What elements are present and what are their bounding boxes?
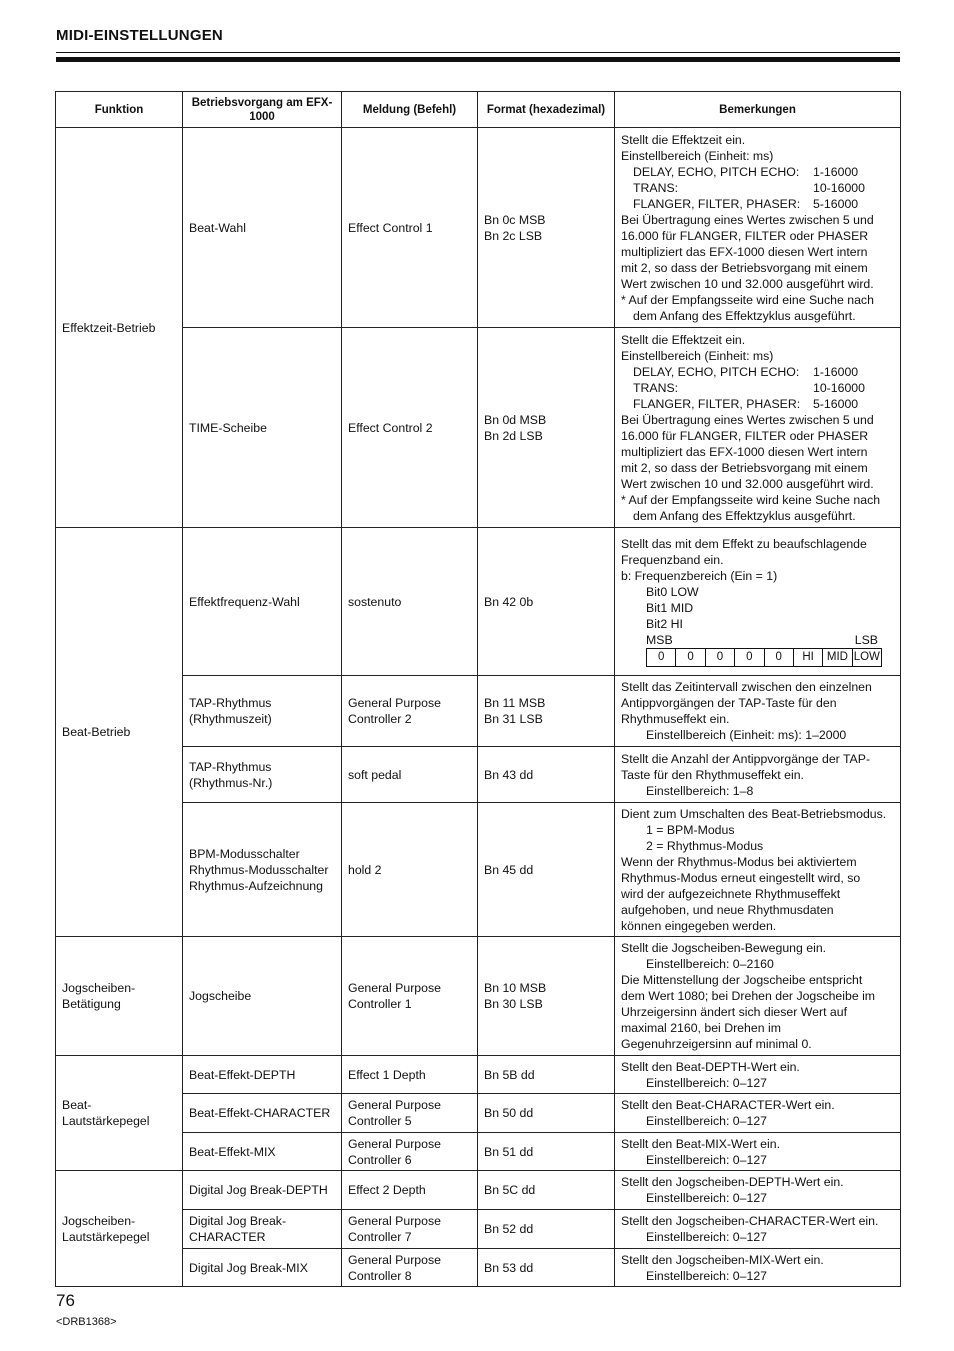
remarks-line: Stellt die Anzahl der Antippvorgänge der TAP-	[621, 751, 871, 766]
remarks-line: Einstellbereich: 1–8	[646, 783, 754, 798]
operation-line: BPM-Modusschalter	[189, 846, 300, 861]
remarks-line: Rhythmuseffekt ein.	[621, 712, 730, 726]
message-cell	[342, 1094, 478, 1133]
operation-cell: Beat-Effekt-CHARACTER	[183, 1094, 342, 1133]
remarks-cell	[615, 1133, 901, 1171]
operation-cell: Beat-Effekt-MIX	[183, 1133, 342, 1171]
message-line: General Purpose	[348, 1214, 441, 1228]
bit-cell: 0	[735, 649, 764, 666]
message-line: Controller 2	[348, 712, 412, 726]
message-line: General Purpose	[348, 1098, 441, 1112]
range-row	[621, 380, 894, 396]
format-cell: Bn 5C dd	[478, 1171, 615, 1210]
remarks-line: Die Mittenstellung der Jogscheibe entspricht	[621, 973, 863, 987]
remarks-line: Gegenuhrzeigersinn auf minimal 0.	[621, 1037, 812, 1051]
remarks-cell	[615, 1056, 901, 1094]
remarks-line: Einstellbereich: 0–127	[646, 1230, 767, 1244]
remarks-line: Bei Übertragung eines Wertes zwischen 5 und	[621, 412, 874, 427]
bit-cell: 0	[647, 649, 676, 666]
range-value: 10-16000	[813, 180, 865, 195]
operation-cell: Digital Jog Break-MIX	[183, 1249, 342, 1287]
function-line: Jogscheiben-	[62, 1213, 136, 1228]
remarks-line: 1 = BPM-Modus	[646, 822, 735, 837]
table-row	[56, 1210, 901, 1249]
remarks-line: Einstellbereich (Einheit: ms)	[621, 148, 774, 163]
function-cell: Beat-Betrieb	[56, 528, 183, 937]
message-line: General Purpose	[348, 696, 441, 710]
range-value: 1-16000	[813, 364, 859, 379]
format-cell: Bn 43 dd	[478, 747, 615, 803]
operation-cell	[183, 1210, 342, 1249]
message-cell: hold 2	[342, 803, 478, 937]
message-cell	[342, 1133, 478, 1171]
header-rule-thin	[56, 52, 900, 53]
column-header-function: Funktion	[56, 92, 183, 128]
operation-line: TAP-Rhythmus	[189, 696, 272, 710]
remarks-cell	[615, 328, 901, 528]
format-cell: Bn 50 dd	[478, 1094, 615, 1133]
remarks-line: Einstellbereich (Einheit: ms)	[621, 348, 774, 363]
remarks-line: Stellt den Beat-DEPTH-Wert ein.	[621, 1059, 800, 1074]
remarks-line: Taste für den Rhythmuseffekt ein.	[621, 767, 804, 782]
remarks-line: Wenn der Rhythmus-Modus bei aktiviertem	[621, 854, 857, 869]
remarks-cell	[615, 1094, 901, 1133]
remarks-line: Rhythmus-Modus erneut eingestellt wird, so	[621, 870, 861, 885]
range-row	[621, 364, 894, 380]
remarks-line: Bit0 LOW	[646, 584, 699, 599]
remarks-line: Stellt die Effektzeit ein.	[621, 332, 746, 347]
format-line: Bn 10 MSB	[484, 981, 547, 995]
operation-cell	[183, 747, 342, 803]
format-cell	[478, 937, 615, 1056]
range-row	[621, 180, 894, 196]
operation-line: Rhythmus-Aufzeichnung	[189, 878, 323, 893]
remarks-line: Bit1 MID	[646, 600, 694, 615]
range-label: FLANGER, FILTER, PHASER:	[633, 396, 801, 411]
message-line: Controller 8	[348, 1268, 412, 1283]
bit-cell: MID	[823, 649, 852, 666]
remarks-line: Stellt die Jogscheiben-Bewegung ein.	[621, 941, 827, 955]
message-cell: soft pedal	[342, 747, 478, 803]
remarks-line: Einstellbereich: 0–127	[646, 1191, 767, 1205]
remarks-note: * Auf der Empfangsseite wird eine Suche nach	[621, 292, 874, 307]
remarks-line: Stellt den Beat-CHARACTER-Wert ein.	[621, 1098, 835, 1112]
remarks-line: wird der aufgezeichnete Rhythmuseffekt	[621, 886, 841, 901]
remarks-line: Stellt den Beat-MIX-Wert ein.	[621, 1136, 781, 1151]
remarks-line: Einstellbereich: 0–2160	[646, 957, 774, 971]
remarks-cell	[615, 128, 901, 328]
table-row	[56, 528, 901, 676]
remarks-line: multipliziert das EFX-1000 diesen Wert intern	[621, 244, 868, 259]
remarks-line: können eingegeben werden.	[621, 918, 777, 933]
operation-cell	[183, 676, 342, 747]
table-row	[56, 128, 901, 328]
column-header-operation	[183, 92, 342, 128]
remarks-line: Wert zwischen 10 und 32.000 ausgeführt wird.	[621, 276, 874, 291]
column-header-operation-text: Betriebsvorgang am EFX-1000	[191, 96, 333, 123]
format-cell: Bn 51 dd	[478, 1133, 615, 1171]
remarks-cell	[615, 676, 901, 747]
remarks-line: dem Wert 1080; bei Drehen der Jogscheibe im	[621, 989, 876, 1003]
remarks-note: * Auf der Empfangsseite wird keine Suche nach	[621, 492, 881, 507]
function-line: Beat-	[62, 1098, 92, 1112]
message-cell	[342, 937, 478, 1056]
remarks-line: Stellt den Jogscheiben-CHARACTER-Wert ein.	[621, 1214, 879, 1228]
remarks-line: Antippvorgängen der TAP-Taste für den	[621, 696, 837, 710]
remarks-line: b: Frequenzbereich (Ein = 1)	[621, 568, 778, 583]
message-cell: sostenuto	[342, 528, 478, 676]
remarks-line: Einstellbereich: 0–127	[646, 1268, 767, 1283]
operation-line: (Rhythmus-Nr.)	[189, 775, 273, 790]
remarks-cell	[615, 528, 901, 676]
table-header-row	[56, 92, 901, 128]
function-cell: Effektzeit-Betrieb	[56, 128, 183, 528]
remarks-cell	[615, 1210, 901, 1249]
remarks-line: Stellt den Jogscheiben-MIX-Wert ein.	[621, 1252, 824, 1267]
remarks-line: Stellt den Jogscheiben-DEPTH-Wert ein.	[621, 1175, 844, 1189]
remarks-line: Uhrzeigersinn ändert sich dieser Wert auf	[621, 1005, 848, 1019]
remarks-line: aufgehoben, und neue Rhythmusdaten	[621, 902, 834, 917]
format-cell: Bn 42 0b	[478, 528, 615, 676]
remarks-note: dem Anfang des Effektzyklus ausgeführt.	[633, 308, 856, 323]
range-value: 5-16000	[813, 396, 859, 411]
table-row	[56, 803, 901, 937]
operation-cell: Beat-Wahl	[183, 128, 342, 328]
remarks-line: Wert zwischen 10 und 32.000 ausgeführt wird.	[621, 476, 874, 491]
message-cell: Effect 2 Depth	[342, 1171, 478, 1210]
table-row	[56, 937, 901, 1056]
lsb-label: LSB	[854, 632, 878, 647]
function-line: Lautstärkepegel	[62, 1114, 150, 1128]
msb-label: MSB	[646, 632, 673, 647]
format-cell: Bn 45 dd	[478, 803, 615, 937]
range-label: DELAY, ECHO, PITCH ECHO:	[633, 364, 800, 379]
bit-cell: 0	[706, 649, 735, 666]
operation-line: Rhythmus-Modusschalter	[189, 862, 329, 877]
remarks-line: Einstellbereich: 0–127	[646, 1114, 767, 1128]
page-number: 76	[56, 1291, 75, 1310]
table-row	[56, 1249, 901, 1287]
bit-cell: 0	[765, 649, 794, 666]
bit-box	[646, 648, 882, 667]
message-line: General Purpose	[348, 1252, 441, 1267]
midi-settings-table	[55, 91, 901, 1287]
format-line: Bn 30 LSB	[484, 997, 543, 1011]
message-line: Controller 7	[348, 1230, 412, 1244]
bit-cell: 0	[676, 649, 705, 666]
remarks-cell	[615, 803, 901, 937]
message-cell: Effect Control 2	[342, 328, 478, 528]
bit-diagram-ends	[646, 632, 882, 648]
format-line: Bn 31 LSB	[484, 712, 543, 726]
header-rule-thick	[56, 57, 900, 62]
remarks-line: mit 2, so dass der Betriebsvorgang mit einem	[621, 260, 868, 275]
message-cell: Effect Control 1	[342, 128, 478, 328]
range-label: TRANS:	[633, 180, 679, 195]
range-row	[621, 196, 894, 212]
message-line: General Purpose	[348, 1136, 441, 1151]
range-value: 10-16000	[813, 380, 865, 395]
remarks-line: mit 2, so dass der Betriebsvorgang mit einem	[621, 460, 868, 475]
table-row	[56, 747, 901, 803]
range-label: DELAY, ECHO, PITCH ECHO:	[633, 164, 800, 179]
remarks-line: Einstellbereich: 0–127	[646, 1152, 767, 1167]
remarks-cell	[615, 937, 901, 1056]
table-row	[56, 676, 901, 747]
message-line: General Purpose	[348, 981, 441, 995]
remarks-line: Stellt die Effektzeit ein.	[621, 132, 746, 147]
remarks-line: 16.000 für FLANGER, FILTER oder PHASER	[621, 428, 869, 443]
remarks-line: Einstellbereich: 0–127	[646, 1075, 767, 1090]
table-row	[56, 1056, 901, 1094]
message-cell: Effect 1 Depth	[342, 1056, 478, 1094]
remarks-line: Frequenzband ein.	[621, 552, 724, 567]
table-row	[56, 1171, 901, 1210]
function-line: Lautstärkepegel	[62, 1229, 150, 1244]
column-header-remarks: Bemerkungen	[615, 92, 901, 128]
remarks-line: Bei Übertragung eines Wertes zwischen 5 und	[621, 212, 874, 227]
document-code: <DRB1368>	[56, 1316, 117, 1328]
function-cell	[56, 937, 183, 1056]
format-cell: Bn 5B dd	[478, 1056, 615, 1094]
remarks-line: Dient zum Umschalten des Beat-Betriebsmodus.	[621, 806, 887, 821]
operation-cell: Digital Jog Break-DEPTH	[183, 1171, 342, 1210]
operation-cell: Jogscheibe	[183, 937, 342, 1056]
table-row	[56, 1133, 901, 1171]
range-label: FLANGER, FILTER, PHASER:	[633, 196, 801, 211]
range-label: TRANS:	[633, 380, 679, 395]
operation-cell: Beat-Effekt-DEPTH	[183, 1056, 342, 1094]
bit-cell: LOW	[853, 650, 880, 663]
format-cell: Bn 52 dd	[478, 1210, 615, 1249]
message-cell	[342, 676, 478, 747]
remarks-cell	[615, 1249, 901, 1287]
remarks-cell	[615, 1171, 901, 1210]
operation-cell: Effektfrequenz-Wahl	[183, 528, 342, 676]
bit-cell: HI	[794, 649, 823, 666]
message-cell	[342, 1210, 478, 1249]
range-row	[621, 164, 894, 180]
column-header-message: Meldung (Befehl)	[342, 92, 478, 128]
column-header-format-text: Format (hexadezimal)	[486, 103, 606, 116]
function-cell	[56, 1171, 183, 1287]
format-line: Bn 0d MSB	[484, 412, 547, 427]
remarks-cell	[615, 747, 901, 803]
remarks-line: multipliziert das EFX-1000 diesen Wert intern	[621, 444, 868, 459]
message-cell	[342, 1249, 478, 1287]
function-line: Jogscheiben-	[62, 981, 136, 995]
operation-line: TAP-Rhythmus	[189, 759, 272, 774]
format-line: Bn 2d LSB	[484, 428, 543, 443]
operation-line: CHARACTER	[189, 1230, 266, 1244]
remarks-note: dem Anfang des Effektzyklus ausgeführt.	[633, 508, 856, 523]
table-row	[56, 1094, 901, 1133]
table-row	[56, 328, 901, 528]
remarks-line: 2 = Rhythmus-Modus	[646, 838, 764, 853]
range-value: 1-16000	[813, 164, 859, 179]
operation-cell: TIME-Scheibe	[183, 328, 342, 528]
range-row	[621, 396, 894, 412]
operation-line: (Rhythmuszeit)	[189, 712, 272, 726]
format-line: Bn 11 MSB	[484, 696, 546, 710]
bit-diagram	[646, 632, 882, 667]
remarks-line: Stellt das Zeitintervall zwischen den einzelnen	[621, 680, 872, 694]
message-line: Controller 5	[348, 1114, 412, 1128]
remarks-line: Bit2 HI	[646, 616, 683, 631]
function-line: Betätigung	[62, 997, 121, 1011]
remarks-line: Stellt das mit dem Effekt zu beaufschlagende	[621, 536, 867, 551]
format-cell: Bn 53 dd	[478, 1249, 615, 1287]
message-line: Controller 6	[348, 1152, 412, 1167]
remarks-line: 16.000 für FLANGER, FILTER oder PHASER	[621, 228, 869, 243]
range-value: 5-16000	[813, 196, 859, 211]
operation-line: Digital Jog Break-	[189, 1214, 287, 1228]
format-line: Bn 2c LSB	[484, 228, 543, 243]
message-line: Controller 1	[348, 997, 412, 1011]
format-cell	[478, 328, 615, 528]
operation-cell	[183, 803, 342, 937]
format-line: Bn 0c MSB	[484, 212, 546, 227]
remarks-line: Einstellbereich (Einheit: ms): 1–2000	[646, 728, 847, 742]
page-title: MIDI-EINSTELLUNGEN	[56, 27, 223, 44]
format-cell	[478, 676, 615, 747]
function-cell	[56, 1056, 183, 1171]
remarks-line: maximal 2160, bei Drehen im	[621, 1021, 781, 1035]
format-cell	[478, 128, 615, 328]
column-header-format	[478, 92, 615, 128]
